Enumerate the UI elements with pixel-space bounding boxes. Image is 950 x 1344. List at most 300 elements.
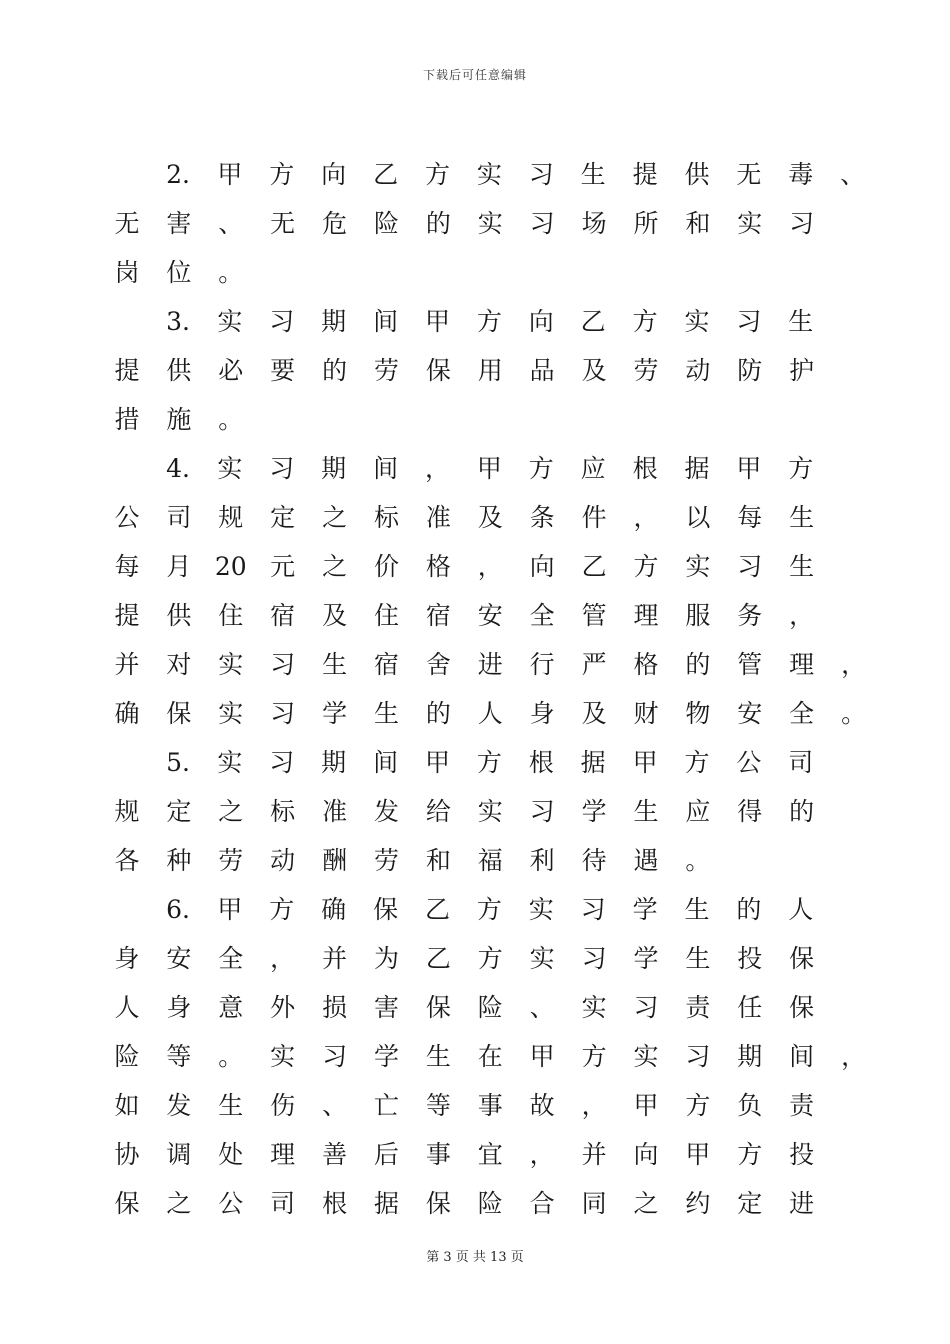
text-char: 习 xyxy=(269,307,295,336)
text-char: 危 xyxy=(322,209,348,238)
text-line xyxy=(0,689,950,738)
text-char: 。 xyxy=(841,699,867,728)
text-char: 实 xyxy=(684,307,710,336)
text-char: 毒 xyxy=(788,160,814,189)
text-char: 间 xyxy=(373,454,399,483)
text-char: 间 xyxy=(373,748,399,777)
text-char: 任 xyxy=(737,993,763,1022)
text-char: 甲 xyxy=(424,307,450,336)
text-char: 实 xyxy=(528,895,554,924)
text-char: 供 xyxy=(166,601,192,630)
text-char: 全 xyxy=(218,944,244,973)
text-char: 实 xyxy=(477,797,503,826)
text-char: 遇 xyxy=(633,846,659,875)
text-char: 实 xyxy=(633,1042,659,1071)
text-char: 亡 xyxy=(373,1091,399,1120)
text-char: 确 xyxy=(321,895,347,924)
text-char: 进 xyxy=(477,650,503,679)
text-char: 实 xyxy=(218,699,244,728)
text-char: ， xyxy=(270,944,296,973)
text-char: 提 xyxy=(114,601,140,630)
text-line xyxy=(0,1179,950,1228)
text-char: 方 xyxy=(528,454,554,483)
text-char: 间 xyxy=(789,1042,815,1071)
text-char: 每 xyxy=(114,552,140,581)
text-char: 生 xyxy=(789,503,815,532)
text-char: 管 xyxy=(581,601,607,630)
text-char: 无 xyxy=(270,209,296,238)
text-char: 方 xyxy=(581,1042,607,1071)
text-char: 并 xyxy=(322,944,348,973)
text-char: 理 xyxy=(270,1140,296,1169)
text-char: 故 xyxy=(529,1091,555,1120)
text-char: 准 xyxy=(425,503,451,532)
text-line xyxy=(0,1130,950,1179)
text-line xyxy=(0,1032,950,1081)
text-char: 学 xyxy=(581,797,607,826)
text-char: 格 xyxy=(425,552,451,581)
text-char: 劳 xyxy=(373,846,399,875)
text-char: 负 xyxy=(737,1091,763,1120)
page-header: 下载后可任意编辑 xyxy=(422,68,527,82)
text-char: 的 xyxy=(789,797,815,826)
text-line xyxy=(0,738,950,787)
text-line xyxy=(0,787,950,836)
text-char: 甲 xyxy=(632,748,658,777)
text-char: 、 xyxy=(840,160,866,189)
text-char: 保 xyxy=(425,993,451,1022)
text-char: 甲 xyxy=(476,454,502,483)
text-char: 甲 xyxy=(529,1042,555,1071)
text-char: 习 xyxy=(633,993,659,1022)
text-char: 安 xyxy=(737,699,763,728)
text-char: 险 xyxy=(373,209,399,238)
text-char: 协 xyxy=(114,1140,140,1169)
text-char: 同 xyxy=(581,1189,607,1218)
text-char: 期 xyxy=(321,307,347,336)
text-char: 习 xyxy=(529,209,555,238)
text-char: 标 xyxy=(270,797,296,826)
text-char: 严 xyxy=(581,650,607,679)
text-char: 习 xyxy=(270,699,296,728)
text-char: 甲 xyxy=(424,748,450,777)
text-char: 险 xyxy=(114,1042,140,1071)
text-char: 提 xyxy=(632,160,658,189)
text-char: 习 xyxy=(789,209,815,238)
text-char: 得 xyxy=(737,797,763,826)
text-char: 险 xyxy=(477,1189,503,1218)
text-char: 损 xyxy=(322,993,348,1022)
text-char: 所 xyxy=(633,209,659,238)
text-char: 习 xyxy=(736,307,762,336)
text-char: 的 xyxy=(425,699,451,728)
text-char: 价 xyxy=(373,552,399,581)
text-char: 保 xyxy=(425,1189,451,1218)
text-line xyxy=(0,493,950,542)
text-char: 习 xyxy=(737,552,763,581)
text-char: 为 xyxy=(373,944,399,973)
text-char: 场 xyxy=(581,209,607,238)
text-char: 实 xyxy=(218,650,244,679)
text-char: 无 xyxy=(736,160,762,189)
text-char: 公 xyxy=(736,748,762,777)
text-char: 据 xyxy=(684,454,710,483)
text-char: 方 xyxy=(632,307,658,336)
text-char: 习 xyxy=(580,895,606,924)
text-char: 害 xyxy=(166,209,192,238)
text-char: 事 xyxy=(477,1091,503,1120)
text-char: 住 xyxy=(218,601,244,630)
text-char: 住 xyxy=(373,601,399,630)
text-char: 方 xyxy=(476,748,502,777)
text-char: 服 xyxy=(685,601,711,630)
text-char: 和 xyxy=(425,846,451,875)
text-char: 宜 xyxy=(477,1140,503,1169)
text-char: 对 xyxy=(166,650,192,679)
text-char: 种 xyxy=(166,846,192,875)
text-char: 定 xyxy=(166,797,192,826)
text-line xyxy=(0,150,950,199)
text-char: 人 xyxy=(477,699,503,728)
text-char: 规 xyxy=(218,503,244,532)
text-char: 方 xyxy=(685,1091,711,1120)
text-char: 在 xyxy=(477,1042,503,1071)
text-char: ， xyxy=(789,601,815,630)
text-char: 安 xyxy=(166,944,192,973)
text-char: 根 xyxy=(528,748,554,777)
text-line xyxy=(0,591,950,640)
text-char: 据 xyxy=(580,748,606,777)
text-char: 期 xyxy=(737,1042,763,1071)
text-char: 方 xyxy=(269,160,295,189)
text-char: 及 xyxy=(322,601,348,630)
text-char: ， xyxy=(841,650,867,679)
text-char: ， xyxy=(581,1091,607,1120)
text-char: 动 xyxy=(270,846,296,875)
text-char: 方 xyxy=(269,895,295,924)
text-char: 害 xyxy=(373,993,399,1022)
text-char: 施 xyxy=(166,405,192,434)
text-char: 生 xyxy=(373,699,399,728)
text-char: 方 xyxy=(476,895,502,924)
text-char: 之 xyxy=(633,1189,659,1218)
text-char: 宿 xyxy=(270,601,296,630)
text-char: 事 xyxy=(425,1140,451,1169)
text-char: 意 xyxy=(218,993,244,1022)
text-char: 学 xyxy=(633,944,659,973)
text-char: 甲 xyxy=(217,160,243,189)
text-char: 甲 xyxy=(217,895,243,924)
text-char: 实 xyxy=(737,209,763,238)
text-char: 供 xyxy=(166,356,192,385)
text-char: 全 xyxy=(529,601,555,630)
text-char: 给 xyxy=(425,797,451,826)
text-line xyxy=(0,934,950,983)
text-char: 期 xyxy=(321,454,347,483)
text-char: 用 xyxy=(477,356,503,385)
text-line xyxy=(0,297,950,346)
text-char: 以 xyxy=(685,503,711,532)
text-char: 5. xyxy=(166,748,190,777)
text-char: 方 xyxy=(684,748,710,777)
text-char: 的 xyxy=(322,356,348,385)
text-char: 据 xyxy=(373,1189,399,1218)
text-char: 习 xyxy=(269,748,295,777)
text-char: 向 xyxy=(528,307,554,336)
text-char: 实 xyxy=(217,307,243,336)
text-char: 应 xyxy=(685,797,711,826)
text-char: 之 xyxy=(166,1189,192,1218)
text-char: 保 xyxy=(114,1189,140,1218)
text-char: 甲 xyxy=(685,1140,711,1169)
text-char: 学 xyxy=(322,699,348,728)
text-char: 方 xyxy=(476,307,502,336)
text-char: 后 xyxy=(373,1140,399,1169)
text-char: 之 xyxy=(322,552,348,581)
text-char: 习 xyxy=(685,1042,711,1071)
text-char: 。 xyxy=(218,405,244,434)
text-char: 条 xyxy=(529,503,555,532)
text-char: 必 xyxy=(218,356,244,385)
text-char: 伤 xyxy=(270,1091,296,1120)
text-char: 方 xyxy=(633,552,659,581)
text-char: 学 xyxy=(632,895,658,924)
text-char: 生 xyxy=(580,160,606,189)
text-char: 应 xyxy=(580,454,606,483)
text-char: 责 xyxy=(685,993,711,1022)
text-char: 合 xyxy=(529,1189,555,1218)
text-char: 乙 xyxy=(424,895,450,924)
text-char: 并 xyxy=(581,1140,607,1169)
text-char: 生 xyxy=(789,552,815,581)
text-char: 乙 xyxy=(580,307,606,336)
text-char: 根 xyxy=(322,1189,348,1218)
text-char: 实 xyxy=(529,944,555,973)
text-char: 每 xyxy=(737,503,763,532)
text-char: 动 xyxy=(685,356,711,385)
text-char: 习 xyxy=(322,1042,348,1071)
text-char: 习 xyxy=(270,650,296,679)
text-char: 间 xyxy=(373,307,399,336)
text-char: 保 xyxy=(373,895,399,924)
text-char: ， xyxy=(477,552,503,581)
text-char: 生 xyxy=(633,797,659,826)
text-char: 险 xyxy=(477,993,503,1022)
text-char: 要 xyxy=(270,356,296,385)
text-char: 公 xyxy=(218,1189,244,1218)
text-char: 护 xyxy=(789,356,815,385)
text-char: 习 xyxy=(529,797,555,826)
text-char: 劳 xyxy=(373,356,399,385)
text-char: 定 xyxy=(737,1189,763,1218)
text-char: 供 xyxy=(684,160,710,189)
text-char: 生 xyxy=(685,944,711,973)
text-char: 发 xyxy=(373,797,399,826)
text-line xyxy=(0,1081,950,1130)
text-char: 行 xyxy=(529,650,555,679)
text-char: 4. xyxy=(166,454,190,483)
text-char: 生 xyxy=(788,307,814,336)
text-char: 乙 xyxy=(425,944,451,973)
text-char: 理 xyxy=(633,601,659,630)
text-char: 安 xyxy=(477,601,503,630)
text-char: 宿 xyxy=(373,650,399,679)
text-char: 物 xyxy=(685,699,711,728)
text-char: 习 xyxy=(269,454,295,483)
text-char: 实 xyxy=(685,552,711,581)
text-char: 各 xyxy=(114,846,140,875)
text-char: 等 xyxy=(425,1091,451,1120)
text-char: 人 xyxy=(788,895,814,924)
text-char: 的 xyxy=(685,650,711,679)
text-char: 劳 xyxy=(218,846,244,875)
text-char: 劳 xyxy=(633,356,659,385)
text-char: 处 xyxy=(218,1140,244,1169)
text-char: 无 xyxy=(114,209,140,238)
text-char: 位 xyxy=(166,258,192,287)
text-char: 实 xyxy=(476,160,502,189)
text-char: 、 xyxy=(218,209,244,238)
text-char: 约 xyxy=(685,1189,711,1218)
text-char: 方 xyxy=(737,1140,763,1169)
text-char: 进 xyxy=(789,1189,815,1218)
text-char: 实 xyxy=(270,1042,296,1071)
text-char: 措 xyxy=(114,405,140,434)
text-char: 。 xyxy=(218,258,244,287)
text-char: 习 xyxy=(528,160,554,189)
text-char: 件 xyxy=(581,503,607,532)
text-char: 提 xyxy=(114,356,140,385)
text-char: 。 xyxy=(218,1042,244,1071)
text-char: 向 xyxy=(529,552,555,581)
text-char: 生 xyxy=(684,895,710,924)
text-char: 外 xyxy=(270,993,296,1022)
text-line xyxy=(0,983,950,1032)
text-char: 品 xyxy=(529,356,555,385)
text-char: 司 xyxy=(270,1189,296,1218)
text-char: 理 xyxy=(789,650,815,679)
text-char: 实 xyxy=(217,454,243,483)
text-char: 规 xyxy=(114,797,140,826)
text-line xyxy=(0,395,950,444)
text-line xyxy=(0,444,950,493)
text-char: 保 xyxy=(789,993,815,1022)
text-char: 准 xyxy=(322,797,348,826)
text-char: 生 xyxy=(425,1042,451,1071)
text-char: 期 xyxy=(321,748,347,777)
text-char: 格 xyxy=(633,650,659,679)
text-char: 实 xyxy=(581,993,607,1022)
text-char: 甲 xyxy=(633,1091,659,1120)
text-char: 财 xyxy=(633,699,659,728)
text-line xyxy=(0,885,950,934)
text-char: 向 xyxy=(633,1140,659,1169)
text-char: 乙 xyxy=(373,160,399,189)
text-char: 身 xyxy=(114,944,140,973)
text-char: 方 xyxy=(477,944,503,973)
text-char: 习 xyxy=(581,944,607,973)
text-line xyxy=(0,640,950,689)
text-char: 。 xyxy=(685,846,711,875)
text-char: 、 xyxy=(322,1091,348,1120)
text-char: 生 xyxy=(322,650,348,679)
text-line xyxy=(0,248,950,297)
text-char: 调 xyxy=(166,1140,192,1169)
text-line xyxy=(0,836,950,885)
text-char: 管 xyxy=(737,650,763,679)
text-char: 岗 xyxy=(114,258,140,287)
text-char: 的 xyxy=(736,895,762,924)
text-char: 甲 xyxy=(736,454,762,483)
text-char: 全 xyxy=(789,699,815,728)
text-char: 向 xyxy=(321,160,347,189)
text-char: 投 xyxy=(737,944,763,973)
text-char: 方 xyxy=(788,454,814,483)
text-char: 之 xyxy=(322,503,348,532)
text-char: 如 xyxy=(114,1091,140,1120)
text-char: 实 xyxy=(477,209,503,238)
text-char: 月 xyxy=(166,552,192,581)
text-char: 及 xyxy=(477,503,503,532)
text-char: 保 xyxy=(789,944,815,973)
text-char: 及 xyxy=(581,699,607,728)
text-char: 确 xyxy=(114,699,140,728)
text-char: ， xyxy=(841,1042,867,1071)
text-char: 3. xyxy=(166,307,190,336)
text-char: 酬 xyxy=(322,846,348,875)
text-char: 公 xyxy=(114,503,140,532)
text-char: 之 xyxy=(218,797,244,826)
text-char: 实 xyxy=(217,748,243,777)
text-char: 善 xyxy=(322,1140,348,1169)
text-char: 的 xyxy=(425,209,451,238)
text-char: 6. xyxy=(166,895,190,924)
text-char: 投 xyxy=(789,1140,815,1169)
text-char: 方 xyxy=(424,160,450,189)
text-char: 乙 xyxy=(581,552,607,581)
text-char: 发 xyxy=(166,1091,192,1120)
text-char: ， xyxy=(424,454,450,483)
text-char: 待 xyxy=(581,846,607,875)
text-char: 宿 xyxy=(425,601,451,630)
page-footer: 第 3 页 共 13 页 xyxy=(426,1250,524,1265)
text-char: 身 xyxy=(166,993,192,1022)
text-char: 并 xyxy=(114,650,140,679)
text-char: 、 xyxy=(529,993,555,1022)
text-char: ， xyxy=(529,1140,555,1169)
text-line xyxy=(0,542,950,591)
text-char: 等 xyxy=(166,1042,192,1071)
text-char: 2. xyxy=(166,160,190,189)
text-char: 舍 xyxy=(425,650,451,679)
text-char: 保 xyxy=(425,356,451,385)
text-char: 务 xyxy=(737,601,763,630)
text-char: 定 xyxy=(270,503,296,532)
text-char: 利 xyxy=(529,846,555,875)
text-char: 人 xyxy=(114,993,140,1022)
text-char: 元 xyxy=(270,552,296,581)
text-char: 福 xyxy=(477,846,503,875)
text-char: 生 xyxy=(218,1091,244,1120)
text-char: 责 xyxy=(789,1091,815,1120)
text-char: 防 xyxy=(737,356,763,385)
text-char: 司 xyxy=(166,503,192,532)
text-char: 身 xyxy=(529,699,555,728)
text-char: 司 xyxy=(788,748,814,777)
text-char: 和 xyxy=(685,209,711,238)
text-char: 及 xyxy=(581,356,607,385)
text-char: ， xyxy=(633,503,659,532)
